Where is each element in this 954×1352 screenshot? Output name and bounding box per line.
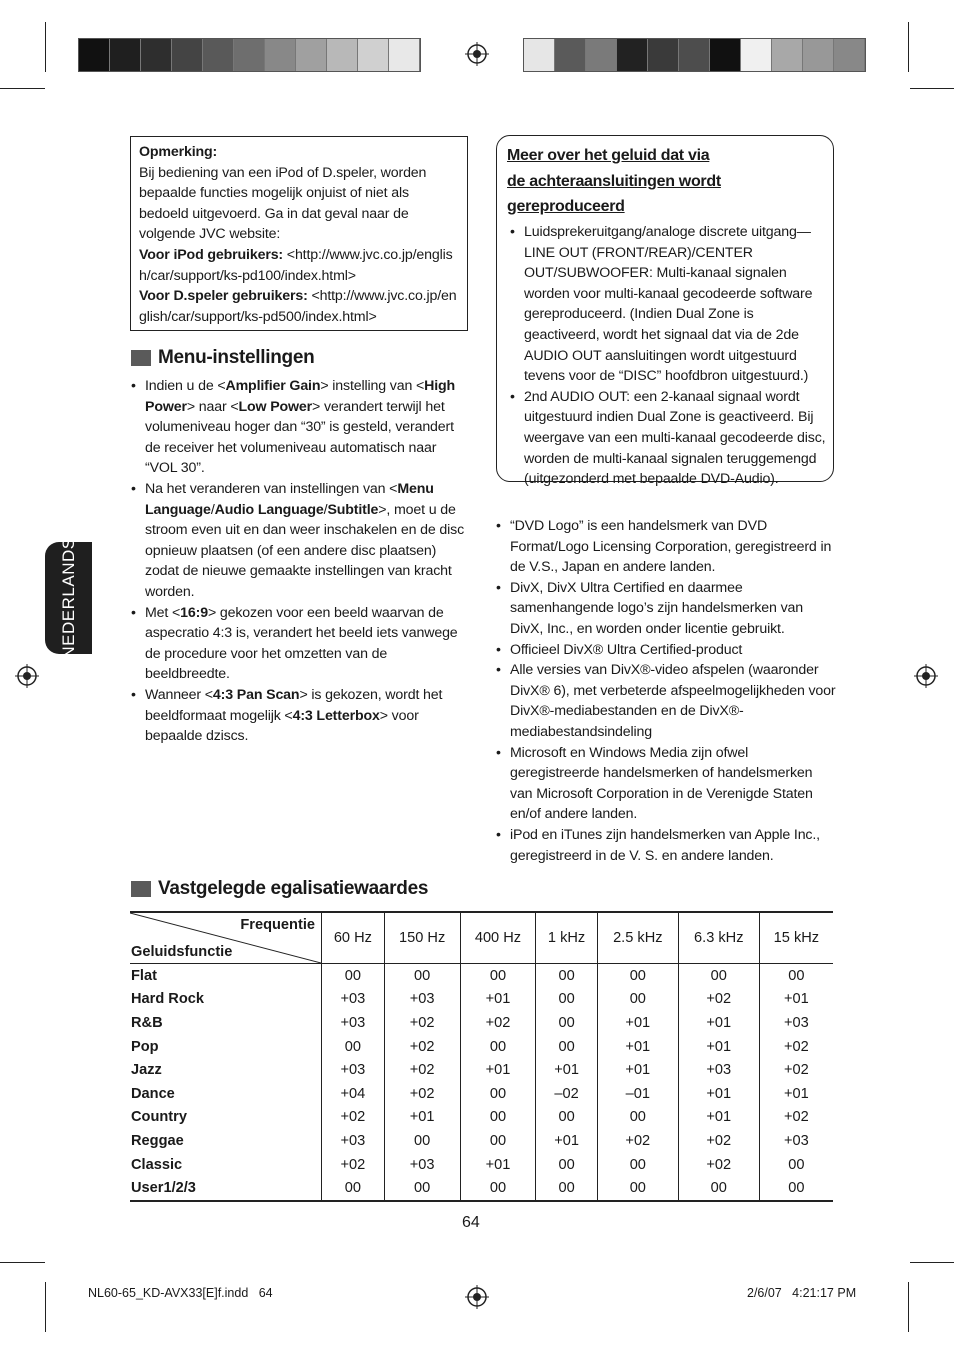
- eq-value-cell: +03: [322, 1011, 385, 1035]
- eq-value-cell: 00: [460, 1035, 536, 1059]
- ipod-url: <http://www.jvc.co.jp/english/car/support/ks-pd100/index.html>: [139, 246, 453, 284]
- eq-value-cell: +01: [759, 1082, 833, 1106]
- color-bar-left: [78, 38, 421, 72]
- eq-value-cell: +02: [384, 1082, 460, 1106]
- eq-value-cell: 00: [460, 1106, 536, 1130]
- eq-value-cell: +01: [597, 1011, 678, 1035]
- eq-value-cell: +04: [322, 1082, 385, 1106]
- eq-value-cell: 00: [678, 1176, 759, 1201]
- color-swatch: [710, 39, 741, 71]
- eq-value-cell: +02: [460, 1011, 536, 1035]
- sound-mode-name: Hard Rock: [131, 991, 204, 1008]
- dplayer-url: <http://www.jvc.co.jp/english/car/support/ks-pd500/index.html>: [139, 288, 457, 325]
- frequency-header: 150 Hz: [384, 912, 460, 964]
- menu-heading: Menu-instellingen: [158, 347, 315, 368]
- color-swatch: [834, 39, 865, 71]
- eq-value-cell: +03: [322, 988, 385, 1012]
- rear-box-title: Meer over het geluid dat via de achteraansluitingen wordt gereproduceerd: [507, 147, 721, 215]
- eq-value-cell: +02: [322, 1106, 385, 1130]
- color-swatch: [586, 39, 617, 71]
- eq-value-cell: 00: [597, 964, 678, 988]
- eq-value-cell: 00: [536, 1106, 597, 1130]
- eq-value-cell: +03: [759, 1011, 833, 1035]
- color-swatch: [234, 39, 265, 71]
- eq-value-cell: 00: [384, 964, 460, 988]
- table-row: [130, 1106, 833, 1130]
- eq-value-cell: +02: [759, 1058, 833, 1082]
- eq-value-cell: +02: [678, 1129, 759, 1153]
- eq-value-cell: –01: [597, 1082, 678, 1106]
- eq-value-cell: 00: [536, 964, 597, 988]
- eq-value-cell: 00: [322, 1035, 385, 1059]
- list-item: • Luidsprekeruitgang/analoge discrete uitgang—LINE OUT (FRONT/REAR)/CENTER OUT/SUBWOOFER: Multi-kanaal signalen worden voor multi-kanaal gecodeerde software gereproduceerd. (Indien Dual Zone is geactiveerd, wordt het signaal dat via de 2de AUDIO OUT aansluitingen wordt uitgestuurd tevens voor de “DISC” hoofdbron uitgestuurd.): [510, 222, 828, 387]
- dplayer-label: Voor D.speler gebruikers:: [139, 288, 308, 305]
- table-row: [130, 1058, 833, 1082]
- color-swatch: [524, 39, 555, 71]
- eq-value-cell: 00: [759, 1153, 833, 1177]
- frequency-header: 15 kHz: [759, 912, 833, 964]
- sound-mode-name: Jazz: [131, 1062, 162, 1079]
- frequency-header: 1 kHz: [536, 912, 597, 964]
- eq-value-cell: +01: [759, 988, 833, 1012]
- eq-value-cell: +01: [536, 1129, 597, 1153]
- registration-mark-icon: [15, 664, 39, 688]
- eq-heading: Vastgelegde egalisatiewaardes: [158, 878, 429, 899]
- sound-mode-name: Dance: [131, 1085, 175, 1102]
- eq-value-cell: +01: [678, 1011, 759, 1035]
- eq-value-cell: 00: [322, 964, 385, 988]
- eq-value-cell: +01: [597, 1058, 678, 1082]
- page-number: 64: [462, 1214, 480, 1231]
- eq-value-cell: +02: [597, 1129, 678, 1153]
- color-swatch: [327, 39, 358, 71]
- table-row: [130, 1153, 833, 1177]
- sound-mode-name: R&B: [131, 1014, 163, 1031]
- color-bar-right: [523, 38, 866, 72]
- color-swatch: [358, 39, 389, 71]
- eq-value-cell: 00: [384, 1176, 460, 1201]
- table-row: [130, 1082, 833, 1106]
- eq-value-cell: +01: [678, 1035, 759, 1059]
- corner-top-label: Frequentie: [240, 917, 315, 933]
- color-swatch: [265, 39, 296, 71]
- table-corner-cell: [130, 912, 322, 964]
- note-box: [130, 136, 468, 331]
- table-row: [130, 1176, 833, 1201]
- color-swatch: [141, 39, 172, 71]
- eq-value-cell: +01: [678, 1082, 759, 1106]
- color-swatch: [79, 39, 110, 71]
- color-swatch: [772, 39, 803, 71]
- sound-mode-name: Classic: [131, 1156, 183, 1173]
- list-item: • Officieel DivX® Ultra Certified-product: [496, 640, 836, 661]
- eq-table: [130, 911, 833, 1202]
- note-title: Opmerking:: [139, 144, 218, 160]
- color-swatch: [389, 39, 420, 71]
- footer-date: 2/6/07 4:21:17 PM: [747, 1286, 857, 1300]
- table-row: [130, 1035, 833, 1059]
- eq-value-cell: 00: [536, 1153, 597, 1177]
- frequency-header: 6.3 kHz: [678, 912, 759, 964]
- eq-value-cell: +02: [384, 1058, 460, 1082]
- rear-output-box: [496, 135, 834, 488]
- eq-value-cell: +01: [384, 1106, 460, 1130]
- sound-mode-name: Pop: [131, 1038, 159, 1055]
- registration-mark-icon: [914, 664, 938, 688]
- section-marker-icon: [131, 881, 151, 897]
- list-item: • iPod en iTunes zijn handelsmerken van Apple Inc., geregistreerd in de V. S. en andere landen.: [496, 825, 836, 866]
- frequency-header: 60 Hz: [322, 912, 385, 964]
- color-swatch: [172, 39, 203, 71]
- eq-value-cell: +03: [384, 988, 460, 1012]
- eq-value-cell: 00: [536, 1011, 597, 1035]
- list-item: • Alle versies van DivX®-video afspelen (waaronder DivX® 6), met verbeterde afspeelmogelijkheden voor DivX®-mediabestanden en de DivX®-mediabestandsindeling: [496, 660, 836, 742]
- sound-mode-name: User1/2/3: [130, 1176, 322, 1201]
- list-item: • Indien u de <Amplifier Gain> instelling van <High Power> naar <Low Power> verandert terwijl het volumeniveau hoger dan “30” is gesteld, verandert de receiver het volumeniveau automatisch naar “VOL 30”.: [131, 376, 471, 479]
- eq-value-cell: 00: [597, 1153, 678, 1177]
- eq-value-cell: +01: [460, 1153, 536, 1177]
- eq-value-cell: 00: [536, 1176, 597, 1201]
- color-swatch: [679, 39, 710, 71]
- table-row: [130, 964, 833, 988]
- list-item: • 2nd AUDIO OUT: een 2-kanaal signaal wordt uitgestuurd indien Dual Zone is geactiveerd. Bij weergave van een multi-kanaal gecodeerde disc, worden de multi-kanaal signalen teruggemengd (uitgezonderd met bepaalde DVD-Audio).: [510, 387, 828, 490]
- eq-value-cell: +03: [678, 1058, 759, 1082]
- list-item: • “DVD Logo” is een handelsmerk van DVD Format/Logo Licensing Corporation, geregistreerd in de V.S., Japan en andere landen.: [496, 516, 836, 578]
- eq-value-cell: +01: [460, 988, 536, 1012]
- eq-value-cell: +03: [384, 1153, 460, 1177]
- eq-value-cell: 00: [384, 1129, 460, 1153]
- eq-value-cell: –02: [536, 1082, 597, 1106]
- eq-value-cell: +02: [759, 1035, 833, 1059]
- list-item: • Na het veranderen van instellingen van <Menu Language/Audio Language/Subtitle>, moet u de stroom even uit en dan weer inschakelen en de disc opnieuw plaatsen (of een andere disc plaatsen) zodat de nieuwe gemaakte instellingen van kracht worden.: [131, 479, 471, 603]
- trademark-list: [496, 516, 836, 866]
- section-marker-icon: [131, 350, 151, 366]
- eq-value-cell: 00: [536, 1035, 597, 1059]
- eq-value-cell: 00: [759, 964, 833, 988]
- menu-list: [131, 376, 471, 747]
- eq-value-cell: +02: [678, 988, 759, 1012]
- eq-value-cell: 00: [536, 988, 597, 1012]
- eq-value-cell: +02: [384, 1011, 460, 1035]
- eq-value-cell: +02: [322, 1153, 385, 1177]
- eq-value-cell: 00: [597, 988, 678, 1012]
- color-swatch: [296, 39, 327, 71]
- eq-value-cell: +02: [384, 1035, 460, 1059]
- list-item: • DivX, DivX Ultra Certified en daarmee samenhangende logo’s zijn handelsmerken van DivX, Inc., en worden onder licentie gebruikt.: [496, 578, 836, 640]
- sound-mode-name: Flat: [131, 967, 157, 984]
- eq-value-cell: +02: [678, 1153, 759, 1177]
- color-swatch: [203, 39, 234, 71]
- eq-value-cell: 00: [460, 1082, 536, 1106]
- table-row: [130, 988, 833, 1012]
- color-swatch: [617, 39, 648, 71]
- frequency-header: 400 Hz: [460, 912, 536, 964]
- eq-value-cell: 00: [460, 1176, 536, 1201]
- language-side-tab: [45, 537, 92, 659]
- sound-mode-name: Country: [131, 1109, 187, 1126]
- ipod-label: Voor iPod gebruikers:: [139, 246, 284, 263]
- sound-mode-name: Reggae: [131, 1132, 184, 1149]
- eq-value-cell: +03: [322, 1058, 385, 1082]
- color-swatch: [110, 39, 141, 71]
- footer-filename: NL60-65_KD-AVX33[E]f.indd 64: [88, 1286, 273, 1300]
- registration-mark-icon: [465, 1285, 489, 1309]
- eq-value-cell: 00: [597, 1176, 678, 1201]
- list-item: • Met <16:9> gekozen voor een beeld waarvan de aspecratio 4:3 is, verandert het beeld iets vanwege de procedure voor het omzetten van de beeldbreedte.: [131, 603, 471, 685]
- eq-value-cell: +03: [759, 1129, 833, 1153]
- frequency-header: 2.5 kHz: [597, 912, 678, 964]
- registration-mark-icon: [465, 42, 489, 66]
- table-row: [130, 1011, 833, 1035]
- eq-value-cell: +01: [597, 1035, 678, 1059]
- eq-value-cell: +01: [460, 1058, 536, 1082]
- eq-value-cell: 00: [322, 1176, 385, 1201]
- color-swatch: [803, 39, 834, 71]
- corner-bottom-label: Geluidsfunctie: [131, 944, 233, 960]
- language-tab-label: NEDERLANDS: [58, 537, 78, 659]
- eq-value-cell: +03: [322, 1129, 385, 1153]
- note-body: Bij bediening van een iPod of D.speler, worden bepaalde functies mogelijk onjuist of niet als bedoeld uitgevoerd. Ga in dat geval naar de volgende JVC website:: [139, 164, 427, 243]
- eq-value-cell: 00: [759, 1176, 833, 1201]
- color-swatch: [648, 39, 679, 71]
- eq-value-cell: +02: [759, 1106, 833, 1130]
- table-row: [130, 1129, 833, 1153]
- list-item: • Microsoft en Windows Media zijn ofwel geregistreerde handelsmerken of handelsmerken van Microsoft Corporation in de Verenigde Staten en/of andere landen.: [496, 743, 836, 825]
- eq-value-cell: 00: [597, 1106, 678, 1130]
- eq-value-cell: +01: [536, 1058, 597, 1082]
- color-swatch: [741, 39, 772, 71]
- rear-box-list: [510, 222, 828, 490]
- eq-value-cell: +01: [678, 1106, 759, 1130]
- color-swatch: [555, 39, 586, 71]
- list-item: • Wanneer <4:3 Pan Scan> is gekozen, wordt het beeldformaat mogelijk <4:3 Letterbox> voor bepaalde dziscs.: [131, 685, 471, 747]
- eq-value-cell: 00: [460, 964, 536, 988]
- eq-value-cell: 00: [460, 1129, 536, 1153]
- eq-value-cell: 00: [678, 964, 759, 988]
